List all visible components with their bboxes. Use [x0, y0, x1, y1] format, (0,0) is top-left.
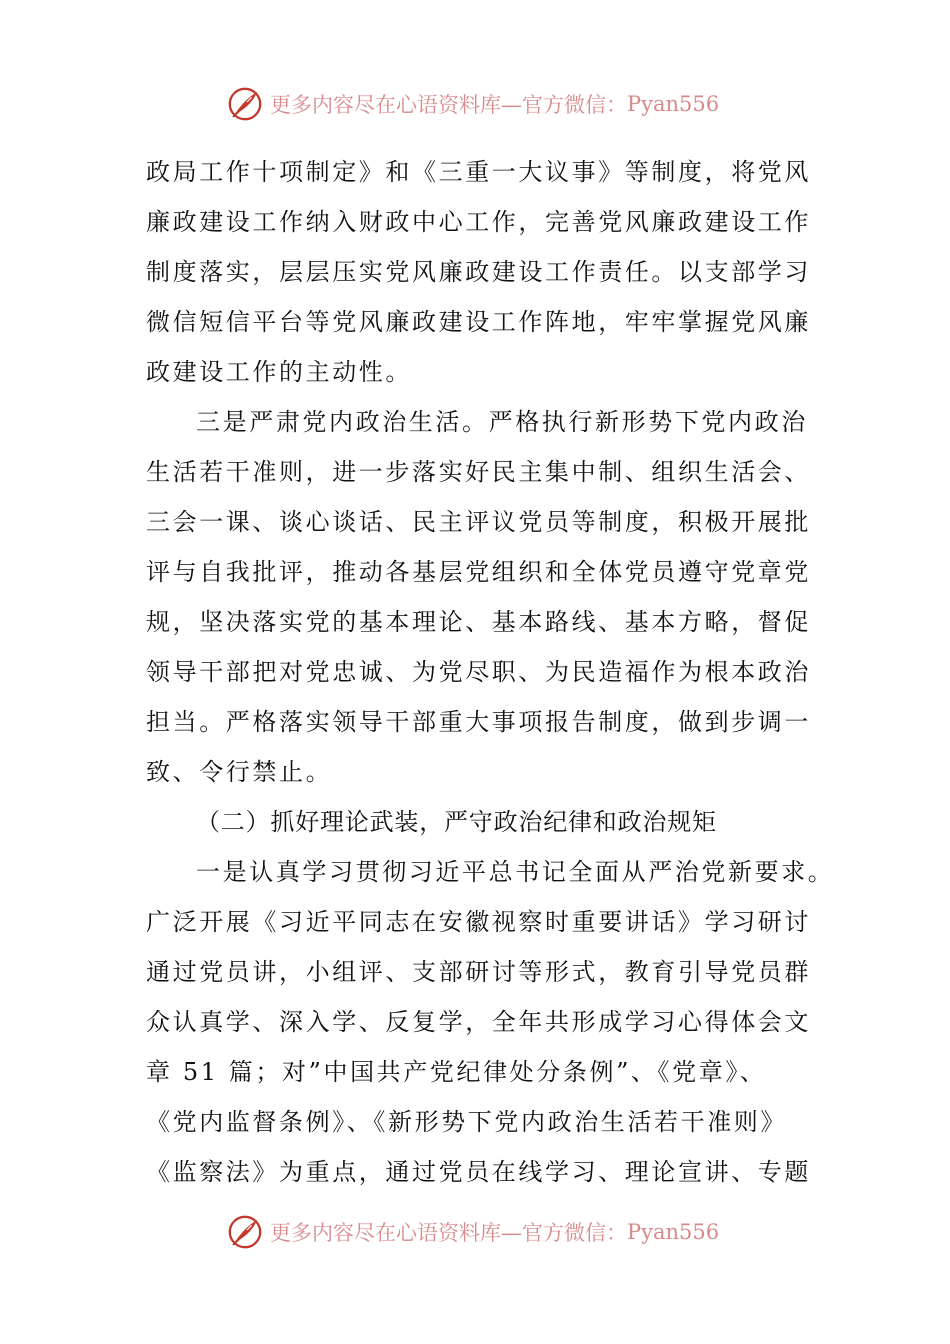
paragraph-start-line: 一是认真学习贯彻习近平总书记全面从严治党新要求。 — [196, 858, 835, 886]
paragraph-start-line: 三是严肃党内政治生活。严格执行新形势下党内政治 — [196, 408, 808, 436]
text-line: 通过党员讲，小组评、支部研讨等形式，教育引导党员群 — [146, 958, 811, 986]
header-banner-text: 更多内容尽在心语资料库—官方微信： — [270, 93, 627, 117]
text-line: 规，坚决落实党的基本理论、基本路线、基本方略，督促 — [146, 608, 811, 636]
text-line: 政局工作十项制定》和《三重一大议事》等制度，将党风 — [146, 158, 811, 186]
text-line: 《党内监督条例》、《新形势下党内政治生活若干准则》 — [146, 1108, 787, 1136]
header-banner — [226, 84, 726, 124]
footer-banner-text: 更多内容尽在心语资料库—官方微信： — [270, 1221, 627, 1245]
text-line: 制度落实，层层压实党风廉政建设工作责任。以支部学习 — [146, 258, 811, 286]
text-line: 广泛开展《习近平同志在安徽视察时重要讲话》学习研讨 — [146, 908, 811, 936]
text-line: 章 51 篇；对”中国共产党纪律处分条例”、《党章》、 — [146, 1058, 767, 1086]
text-line: 生活若干准则，进一步落实好民主集中制、组织生活会、 — [146, 458, 811, 486]
footer-banner — [226, 1212, 726, 1252]
text-line: 微信短信平台等党风廉政建设工作阵地，牢牢掌握党风廉 — [146, 308, 811, 336]
quill-pen-logo-icon — [226, 85, 264, 123]
section-heading: （二）抓好理论武装，严守政治纪律和政治规矩 — [196, 808, 717, 836]
header-banner-handle: Pyan556 — [627, 92, 720, 116]
text-line: 领导干部把对党忠诚、为党尽职、为民造福作为根本政治 — [146, 658, 811, 686]
text-line: 担当。严格落实领导干部重大事项报告制度，做到步调一 — [146, 708, 811, 736]
footer-banner-handle: Pyan556 — [627, 1220, 720, 1244]
text-line: 三会一课、谈心谈话、民主评议党员等制度，积极开展批 — [146, 508, 811, 536]
text-line: 评与自我批评，推动各基层党组织和全体党员遵守党章党 — [146, 558, 811, 586]
text-line: 致、令行禁止。 — [146, 758, 333, 786]
quill-pen-logo-icon — [226, 1213, 264, 1251]
text-line: 廉政建设工作纳入财政中心工作，完善党风廉政建设工作 — [146, 208, 811, 236]
text-line: 《监察法》为重点，通过党员在线学习、理论宣讲、专题 — [146, 1158, 811, 1186]
body-text — [146, 147, 835, 1197]
text-line: 众认真学、深入学、反复学，全年共形成学习心得体会文 — [146, 1008, 811, 1036]
text-line: 政建设工作的主动性。 — [146, 358, 412, 386]
